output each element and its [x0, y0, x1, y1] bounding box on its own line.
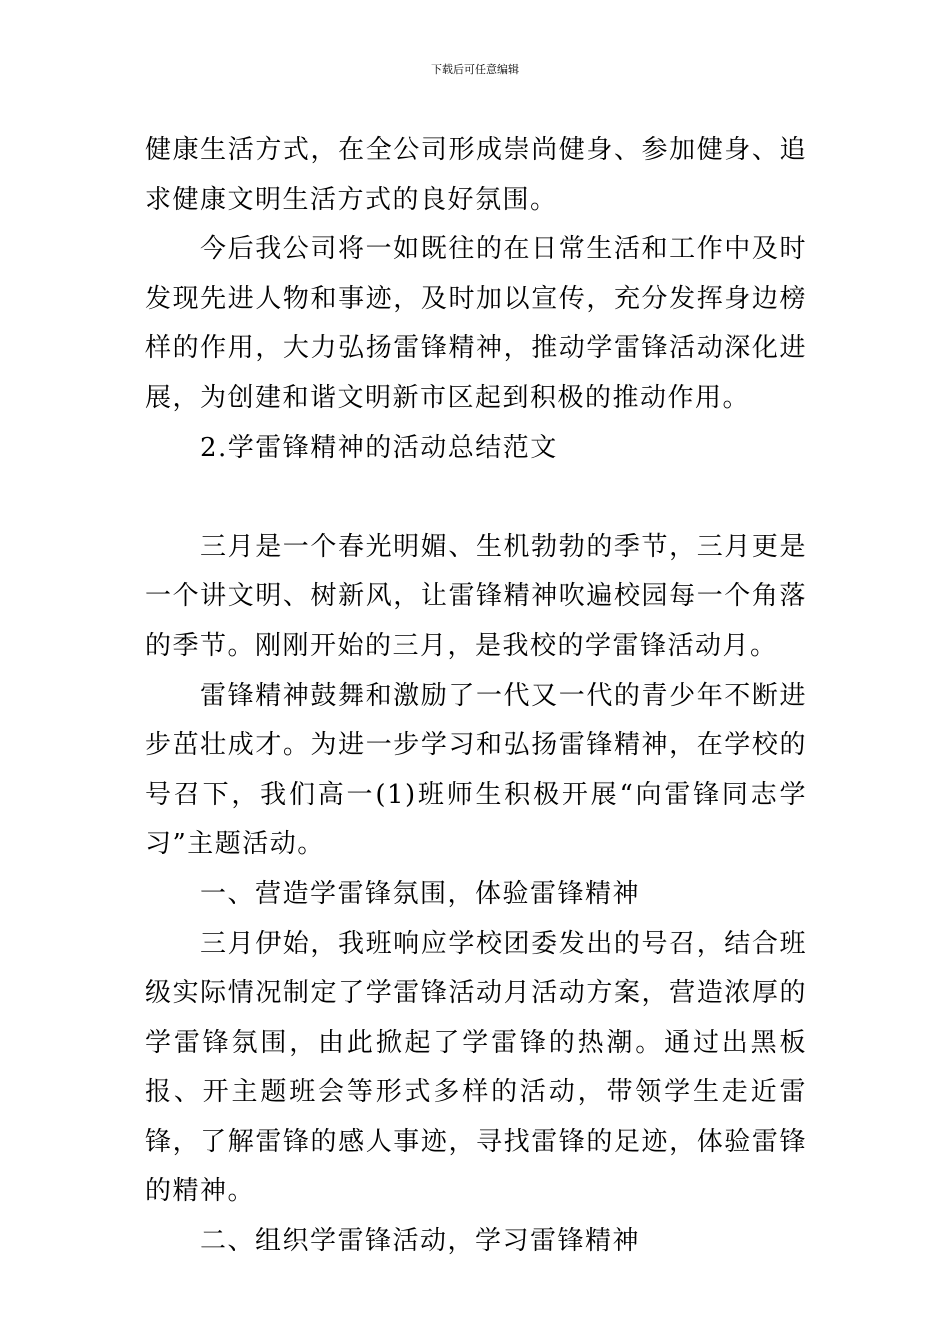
heading-part-two: 二、组织学雷锋活动，学习雷锋精神: [200, 1226, 641, 1257]
paragraph-intro: 三月是一个春光明媚、生机勃勃的季节，三月更是一个讲文明、树新风，让雷锋精神吹遍校园每一个角落的季节。刚刚开始的三月，是我校的学雷锋活动月。: [145, 531, 807, 661]
document-body: [145, 126, 807, 1267]
page-header: 下载后可任意编辑: [431, 63, 519, 76]
paragraph-continuation: 健康生活方式，在全公司形成崇尚健身、参加健身、追求健康文明生活方式的良好氛围。: [145, 135, 807, 215]
paragraph-part-one: 三月伊始，我班响应学校团委发出的号召，结合班级实际情况制定了学雷锋活动月活动方案，营造浓厚的学雷锋氛围，由此掀起了学雷锋的热潮。通过出黑板报、开主题班会等形式多样的活动，带领学生走近雷锋，了解雷锋的感人事迹，寻找雷锋的足迹，体验雷锋的精神。: [145, 928, 807, 1207]
blank-line: [145, 473, 807, 523]
paragraph-conclusion: 今后我公司将一如既往的在日常生活和工作中及时发现先进人物和事迹，及时加以宣传，充分发挥身边榜样的作用，大力弘扬雷锋精神，推动学雷锋活动深化进展，为创建和谐文明新市区起到积极的推动作用。: [145, 234, 807, 413]
paragraph-background: 雷锋精神鼓舞和激励了一代又一代的青少年不断进步茁壮成才。为进一步学习和弘扬雷锋精神，在学校的号召下，我们高一(1)班师生积极开展“向雷锋同志学习”主题活动。: [145, 680, 807, 860]
section-title: 2.学雷锋精神的活动总结范文: [200, 432, 558, 463]
heading-part-one: 一、营造学雷锋氛围，体验雷锋精神: [200, 878, 641, 909]
